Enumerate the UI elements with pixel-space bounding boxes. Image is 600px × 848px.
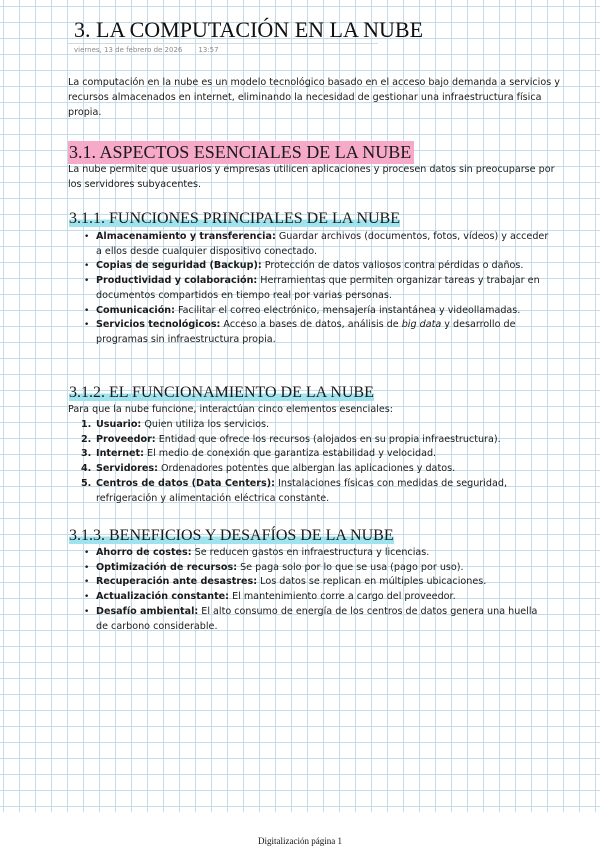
section-3-1-text: La nube permite que usuarios y empresas utilicen aplicaciones y procesen datos sin preocuparse por los servidores subyacentes.: [68, 164, 555, 190]
note-metadata: [74, 46, 219, 54]
list-item: [81, 477, 552, 506]
item-desc: Ordenadores potentes que albergan las aplicaciones y datos.: [157, 463, 456, 475]
page-footer: Digitalización página 1: [258, 836, 342, 846]
item-emphasis: big data: [401, 319, 442, 331]
item-number: 1.: [81, 419, 92, 430]
item-desc: Instalaciones físicas con medidas de seguridad, refrigeración y alimentación eléctrica constante.: [96, 477, 508, 504]
elements-list: [81, 418, 552, 506]
list-item: [81, 418, 552, 433]
item-number: 4.: [81, 463, 92, 475]
item-desc: Guardar archivos (documentos, fotos, vídeos) y acceder a ellos desde cualquier dispositivo conectado.: [96, 231, 549, 257]
item-term: Proveedor:: [96, 433, 156, 445]
title-divider: [68, 43, 378, 44]
item-desc: Se paga solo por lo que se usa (pago por uso).: [237, 561, 464, 573]
item-term: Desafío ambiental:: [96, 605, 199, 617]
section-heading-3-1: 3.1. ASPECTOS ESENCIALES DE LA NUBE: [68, 141, 414, 164]
list-item: [96, 318, 552, 347]
list-item: [96, 590, 552, 605]
item-term: Actualización constante:: [96, 591, 230, 603]
item-number: 3.: [81, 448, 92, 460]
item-term: Recuperación ante desastres:: [96, 576, 258, 588]
list-item: [96, 304, 552, 319]
item-term: Productividad y colaboración:: [96, 275, 258, 287]
heading-text: 3.1.1. FUNCIONES PRINCIPALES DE LA NUBE: [69, 210, 400, 227]
item-desc: Protección de datos valiosos contra pérdidas o daños.: [261, 260, 524, 272]
benefits-list: [96, 546, 552, 634]
item-term: Ahorro de costes:: [96, 547, 192, 558]
list-item: [96, 605, 552, 634]
section-heading-3-1-2: [68, 383, 376, 403]
item-number: 2.: [81, 433, 92, 445]
item-desc: Quien utiliza los servicios.: [141, 419, 270, 430]
item-term: Centros de datos (Data Centers):: [96, 477, 275, 489]
item-term: Copias de seguridad (Backup):: [96, 260, 262, 272]
item-term: Servicios tecnológicos:: [96, 319, 221, 331]
list-item: [81, 447, 552, 462]
item-term: Usuario:: [96, 419, 142, 430]
item-desc: Los datos se replican en múltiples ubicaciones.: [257, 576, 487, 588]
note-date: viernes, 13 de febrero de 2026: [74, 46, 183, 54]
item-desc: Herramientas que permiten organizar tareas y trabajar en documentos compartidos en tiempo real por varias personas.: [96, 275, 540, 301]
list-item: [96, 546, 552, 561]
intro-paragraph: La computación en la nube es un modelo tecnológico basado en el acceso bajo demanda a servicios y recursos almacenados en internet, eliminando la necesidad de gestionar una infraestructura física propia.: [68, 77, 560, 118]
list-item: [96, 575, 552, 590]
note-time: 13:57: [198, 46, 219, 54]
list-item: [96, 259, 552, 274]
list-item: [96, 230, 552, 259]
item-desc: Se reducen gastos en infraestructura y licencias.: [191, 547, 430, 558]
functions-list: [96, 230, 552, 348]
item-desc: El medio de conexión que garantiza estabilidad y velocidad.: [143, 448, 437, 460]
item-term: Comunicación:: [96, 304, 175, 316]
item-term: Almacenamiento y transferencia:: [96, 231, 276, 242]
item-desc: Entidad que ofrece los recursos (alojados en su propia infraestructura).: [155, 433, 501, 445]
heading-text: 3.1.2. EL FUNCIONAMIENTO DE LA NUBE: [69, 384, 374, 401]
item-number: 5.: [81, 477, 92, 489]
section-heading-3-1-3: [68, 526, 396, 546]
list-item: [81, 433, 552, 448]
item-term: Internet:: [96, 448, 144, 460]
list-item: [96, 561, 552, 576]
item-desc: y desarrollo de programas sin infraestructura propia.: [96, 319, 516, 345]
item-desc: El mantenimiento corre a cargo del proveedor.: [229, 591, 456, 603]
heading-text: 3.1.3. BENEFICIOS Y DESAFÍOS DE LA NUBE: [69, 527, 394, 544]
list-item: [81, 462, 552, 477]
item-desc: Facilitar el correo electrónico, mensajería instantánea y videollamadas.: [174, 304, 521, 316]
section-heading-3-1-1: [68, 209, 402, 229]
list-item: [96, 274, 552, 303]
item-term: Optimización de recursos:: [96, 561, 238, 573]
item-desc: Acceso a bases de datos, análisis de: [220, 319, 402, 331]
item-desc: El alto consumo de energía de los centros de datos genera una huella de carbono considerable.: [96, 605, 538, 632]
section-3-1-2-text: Para que la nube funcione, interactúan cinco elementos esenciales:: [68, 404, 394, 415]
page-title: 3. LA COMPUTACIÓN EN LA NUBE: [74, 17, 424, 42]
item-term: Servidores:: [96, 463, 158, 475]
